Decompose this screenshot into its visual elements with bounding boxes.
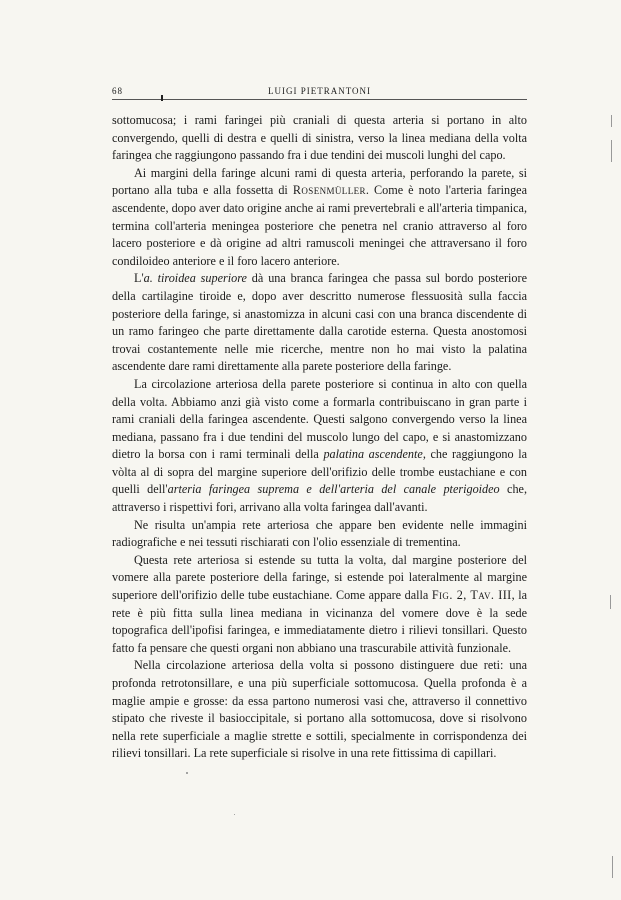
- paragraph-4-text-b: , che raggiungono la vòlta al di sopra del margine superiore dell'orifizio delle trombe eustachiane e con quelli dell': [112, 447, 527, 497]
- paragraph-4: [112, 376, 527, 517]
- header-rule-mark: [161, 95, 163, 101]
- body-text: [112, 112, 527, 763]
- scan-speck: [186, 772, 188, 774]
- figure-reference: Fig. 2, Tav. III: [431, 588, 512, 603]
- term-arteria-faringea-suprema: arteria faringea suprema e dell'arteria del canale pterigoideo: [167, 482, 500, 497]
- paragraph-4-text-c: che, attraverso i rispettivi fori, arrivano alla volta faringea dall'avanti.: [112, 482, 527, 515]
- paragraph-2: [112, 165, 527, 271]
- paragraph-6-text-b: , la rete è più fitta sulla linea mediana in vicinanza del vomere dove è la sede topografica dell'ipofisi faringea, e immediatamente dietro i rilievi tonsillari. Questo fatto fa pensare che questi organi non abbiano una trascurabile attività funzionale.: [112, 588, 527, 655]
- header-rule: [112, 99, 527, 100]
- paragraph-6: [112, 552, 527, 658]
- paragraph-5: Ne risulta un'ampia rete arteriosa che appare ben evidente nelle immagini radiografiche e nei tessuti rischiarati con l'olio essenziale di trementina.: [112, 517, 527, 550]
- paragraph-2-text-a: Ai margini della faringe alcuni rami di questa arteria, perforando la parete, si portano alla tuba e alla fossetta di: [112, 165, 527, 198]
- paragraph-3: [112, 270, 527, 376]
- scan-edge-mark: [611, 140, 612, 162]
- term-tiroidea-superiore: a. tiroidea superiore: [143, 271, 247, 286]
- scan-edge-mark: [611, 115, 612, 127]
- paragraph-6-text-a: Questa rete arteriosa si estende su tutta la volta, dal margine posteriore del vomere alla parete posteriore della faringe, si estende poi lateralmente al margine superiore dell'orifizio delle tube eustachiane. Come appare dalla: [112, 552, 527, 603]
- paragraph-3-text-a: L': [134, 271, 144, 286]
- term-palatina-ascendente: palatina ascendente: [323, 447, 423, 462]
- scan-edge-mark: [610, 595, 611, 609]
- running-title: LUIGI PIETRANTONI: [267, 86, 372, 96]
- paragraph-3-text-b: dà una branca faringea che passa sul bordo posteriore della cartilagine tiroide e, dopo aver descritto numerose flessuosità sulla faccia posteriore della faringe, si anastomizza in alcuni casi con una branca discendente di un ramo faringeo che parte direttamente dalla carotide esterna. Questa anostomosi trovai costantemente nelle mie ricerche, mentre non ho mai visto la palatina ascendente dare rami direttamente alla parete posteriore della faringe.: [112, 271, 527, 374]
- scan-speck: [234, 814, 235, 815]
- paragraph-1: sottomucosa; i rami faringei più craniali di questa arteria si portano in alto convergendo, quelli di destra e quelli di sinistra, verso la linea mediana della volta faringea che raggiungono passando fra i due tendini dei muscoli lunghi del capo.: [112, 113, 527, 163]
- paragraph-4-text-a: La circolazione arteriosa della parete posteriore si continua in alto con quella della volta. Abbiamo anzi già visto come a formarla contribuiscano in gran parte i rami craniali della faringea ascendente. Questi salgono convergendo verso la linea mediana, passano fra i due tendini del muscolo lungo del capo, e si anastomizzano dietro la borsa con i rami terminali della: [112, 376, 527, 462]
- paragraph-2-text-b: . Come è noto l'arteria faringea ascendente, dopo aver dato origine anche ai rami prevertebrali e all'arteria timpanica, termina coll'arteria meningea posteriore che penetra nel cranio attraverso al foro lacero posteriore e dà origine ad altri ramuscoli meningei che attraversano il foro condiloideo anteriore e il foro lacero anteriore.: [112, 183, 527, 268]
- page-header: [112, 86, 527, 100]
- author-name-rosenmuller: Rosenmüller: [292, 183, 366, 198]
- scan-edge-mark: [612, 856, 613, 878]
- page-number: 68: [112, 86, 123, 96]
- paragraph-7: Nella circolazione arteriosa della volta si possono distinguere due reti: una profonda retrotonsillare, e una più superficiale sottomucosa. Quella profonda è a maglie ampie e grosse: da essa partono numerosi vasi che, attraverso il connettivo stipato che riveste il basioccipitale, si portano alla sottomucosa, dove si risolvono nella rete superficiale a maglie strette e sottili, specialmente in corrispondenza dei rilievi tonsillari. La rete superficiale si risolve in una rete fittissima di capillari.: [112, 658, 527, 761]
